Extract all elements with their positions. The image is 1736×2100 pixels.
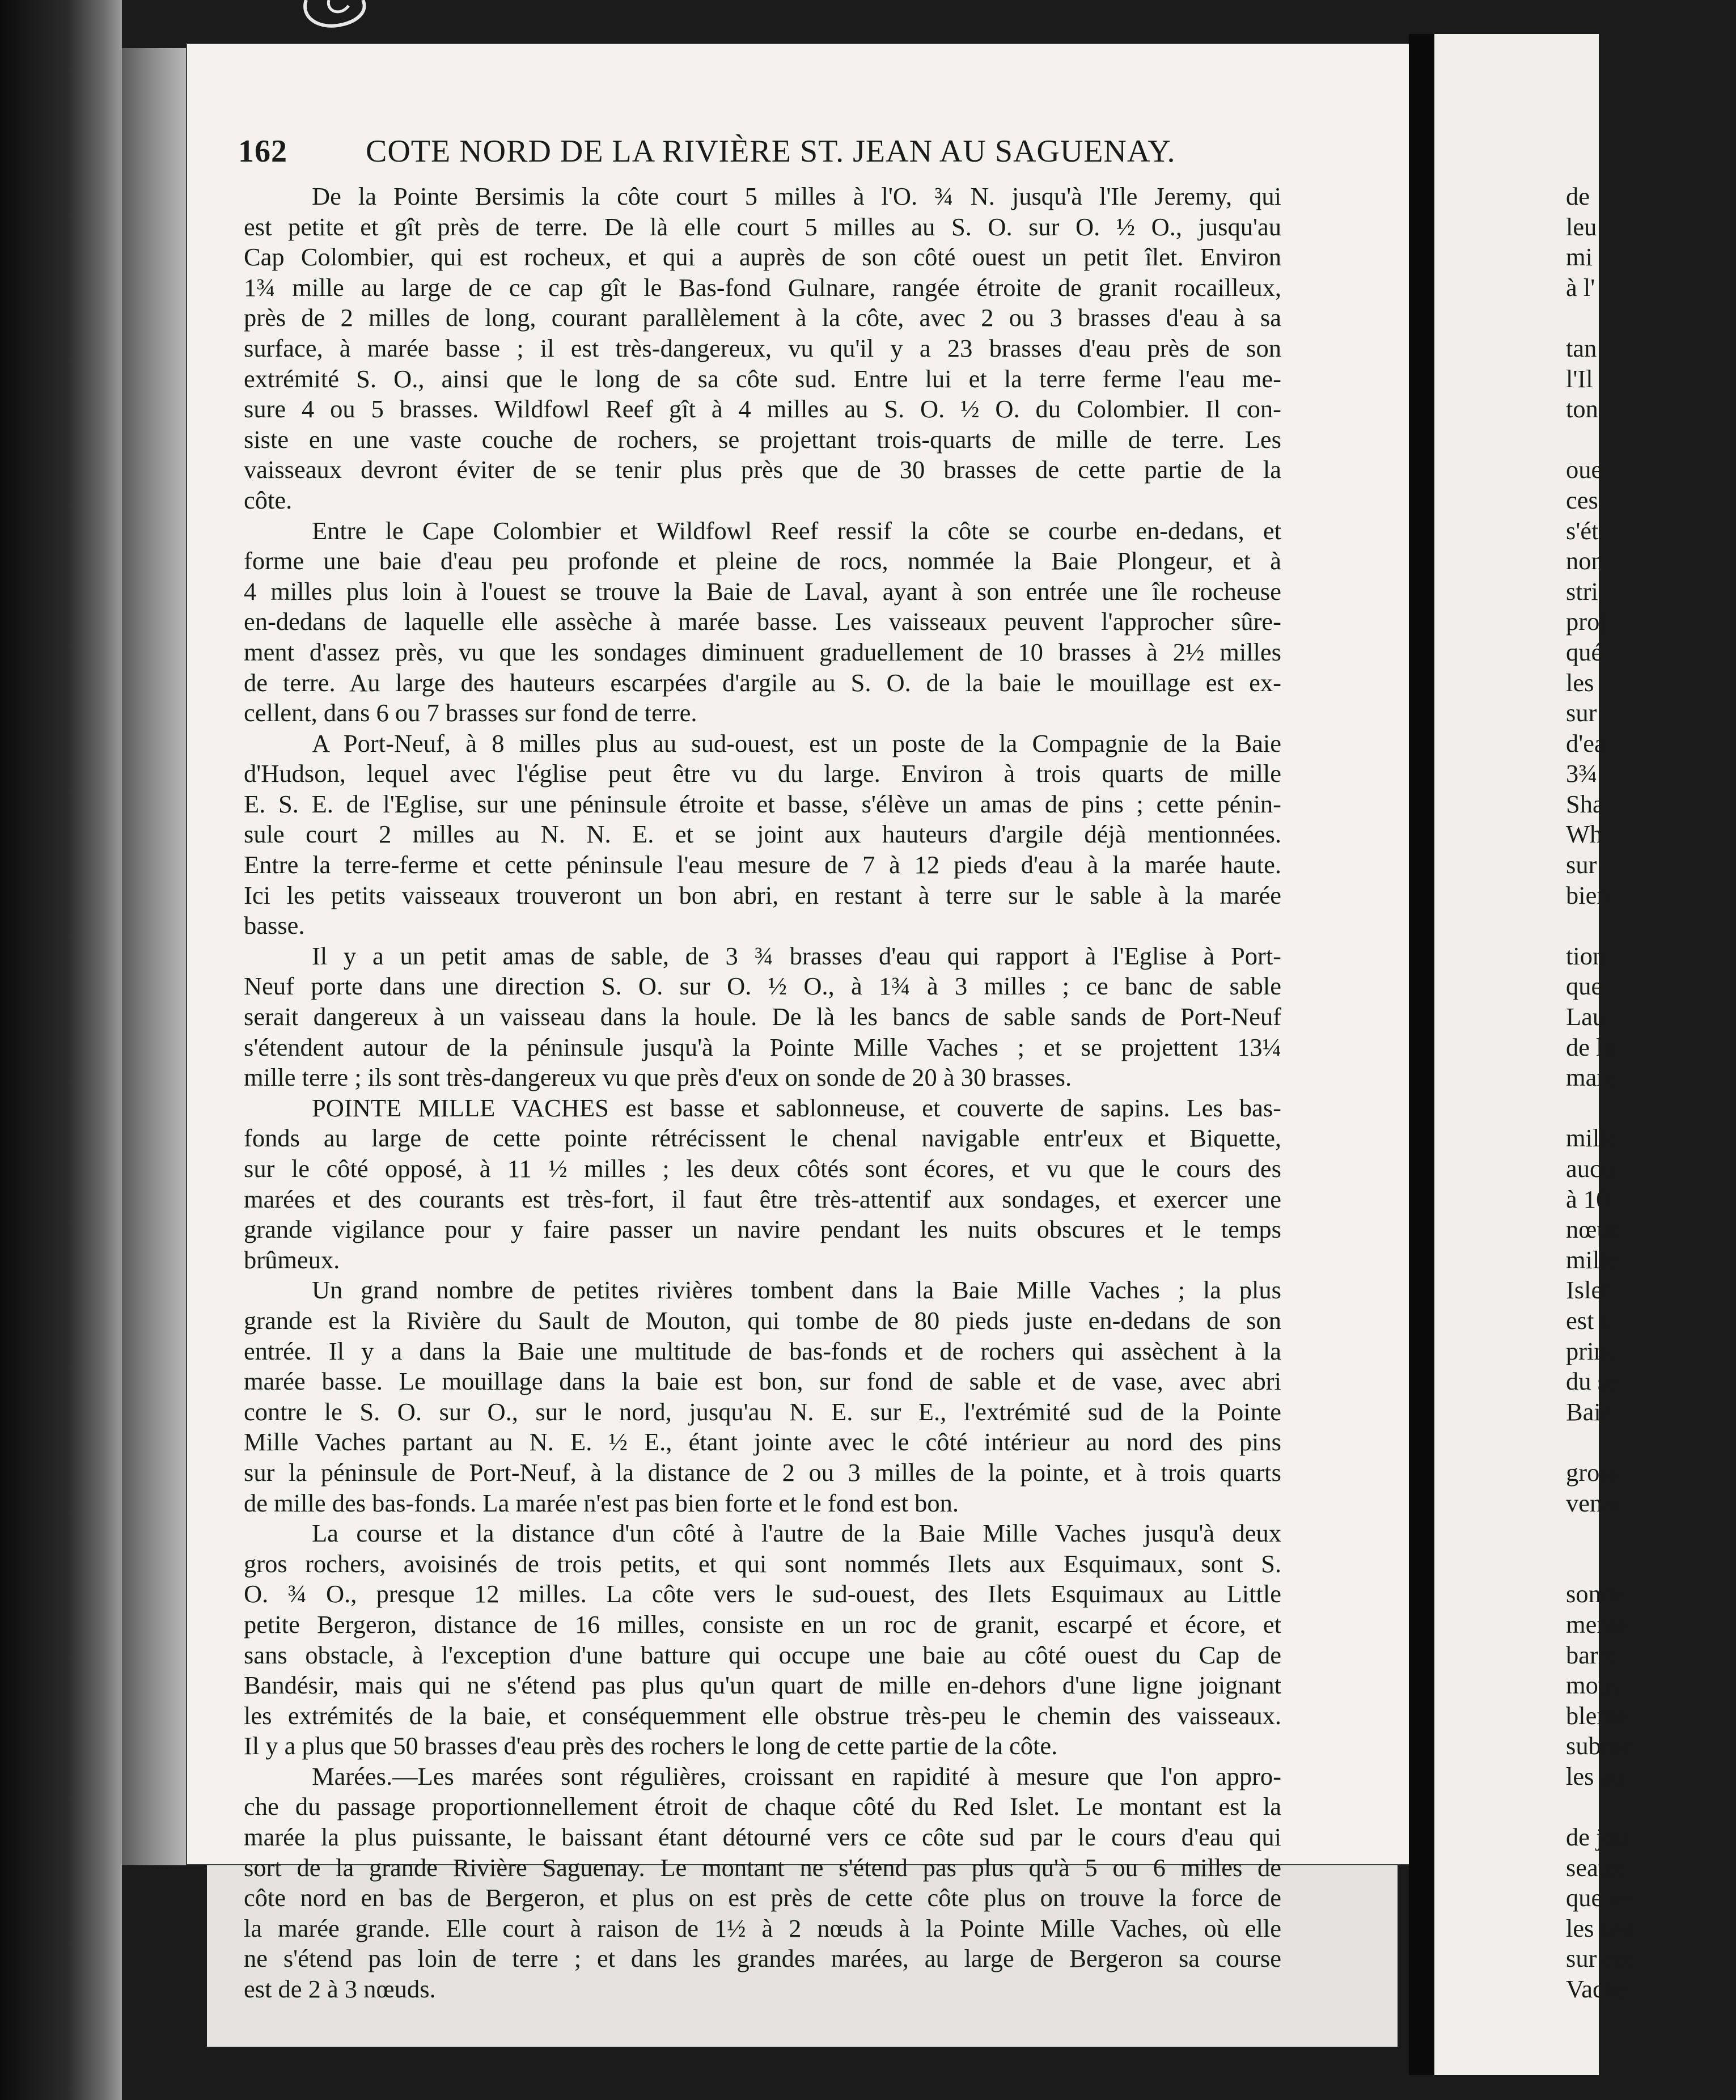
facing-page-fragment: ton [1566,395,1598,424]
facing-page-fragment [1566,303,1736,333]
text-line: gros rochers, avoisinés de trois petits, et qui sont nommés Ilets aux Esquimaux, sont S. [244,1549,1281,1578]
text-line: 4 milles plus loin à l'ouest se trouve la Baie de Laval, ayant à son entrée une île rocheuse [244,577,1281,606]
text-line: marée basse. Le mouillage dans la baie est bon, sur fond de sable et de vase, avec abri [244,1367,1281,1396]
text-line: extrémité S. O., ainsi que le long de sa côte sud. Entre lui et la terre ferme l'eau me- [244,364,1281,393]
text-line: serait dangereux à un vaisseau dans la houle. De là les bancs de sable sands de Port-Neuf [244,1002,1281,1031]
text-line: De la Pointe Bersimis la côte court 5 milles à l'O. ¾ N. jusqu'à l'Ile Jeremy, qui [312,182,1281,210]
text-line: marées et des courants est très-fort, il faut être très-attentif aux sondages, et exercer une [244,1184,1281,1213]
text-line: côte nord en bas de Bergeron, et plus on est près de cette côte plus on trouve la force de [244,1883,1281,1912]
facing-page-fragment: que ve [1566,1883,1633,1912]
facing-page-fragment: Wh [1566,820,1603,849]
facing-page-fragment: s'ét [1566,516,1599,545]
paragraph [244,516,1281,729]
facing-page-fragment: l'Il [1566,364,1593,393]
facing-page-fragment: à l' [1566,273,1595,302]
facing-page-fragment: oue [1566,455,1603,484]
page-header [238,132,1191,171]
text-line: les extrémités de la baie, et conséquemment elle obstrue très-peu le chemin des vaisseaux. [244,1701,1281,1730]
paragraph [244,1762,1281,2005]
facing-page-fragment [1566,1549,1736,1580]
text-line: fonds au large de cette pointe rétrécissent le chenal navigable entr'eux et Biquette, [244,1124,1281,1153]
text-line: est petite et gît près de terre. De là elle court 5 milles au S. O. sur O. ½ O., jusqu'au [244,212,1281,241]
facing-page-fragment: Lau [1566,1002,1606,1031]
text-line: A Port-Neuf, à 8 milles plus au sud-ouest, est un poste de la Compagnie de la Baie [312,729,1281,757]
text-line: 1¾ mille au large de ce cap gît le Bas-fond Gulnare, rangée étroite de granit rocailleux, [244,273,1281,302]
facing-page-fragment: tan [1566,333,1597,362]
facing-page-fragment [1566,1093,1736,1124]
text-line: Cap Colombier, qui est rocheux, et qui a auprès de son côté ouest un petit îlet. Environ [244,243,1281,272]
paragraph [244,941,1281,1093]
text-line: brûmeux. [244,1245,340,1274]
facing-page-fragment [1566,1518,1736,1549]
paragraph [244,729,1281,941]
text-line: Marées.—Les marées sont régulières, croissant en rapidité à mesure que l'on appro- [312,1762,1281,1790]
text-line: contre le S. O. sur O., sur le nord, jusqu'au N. E. sur E., l'extrémité sud de la Pointe [244,1397,1281,1426]
text-line: cellent, dans 6 ou 7 brasses sur fond de terre. [244,698,697,727]
facing-page-fragment [1566,425,1736,455]
text-line: est de 2 à 3 nœuds. [244,1975,436,2004]
text-line: Bandésir, mais qui ne s'étend pas plus qu'un quart de mille en-dehors d'une ligne joignant [244,1671,1281,1700]
facing-page-fragment: mi [1566,243,1593,272]
facing-page-fragment: que [1566,972,1603,1001]
facing-page-fragment [1566,1792,1736,1822]
facing-page-fragment: proj [1566,607,1607,636]
text-line: marée la plus puissante, le baissant étant détourné vers ce côte sud par le cours d'eau qui [244,1823,1281,1852]
facing-page-fragment: de jou [1566,1823,1628,1852]
text-line: Mille Vaches partant au N. E. ½ E., étant jointe avec le côté intérieur au nord des pins [244,1428,1281,1457]
paragraph [244,1518,1281,1762]
text-line: la marée grande. Elle court à raison de 1½ à 2 nœuds à la Pointe Mille Vaches, où elle [244,1913,1281,1942]
text-line: forme une baie d'eau peu profonde et pleine de rocs, nommée la Baie Plongeur, et à [244,547,1281,575]
book-gutter [1409,34,1434,2075]
running-title: COTE NORD DE LA RIVIÈRE ST. JEAN AU SAGUENAY. [366,134,1176,169]
text-line: vaisseaux devront éviter de se tenir plus près que de 30 brasses de cette partie de la [244,455,1281,484]
facing-page-fragment: mille [1566,1245,1618,1274]
text-line: che du passage proportionnellement étroit de chaque côté du Red Islet. Le montant est la [244,1792,1281,1821]
text-line: Un grand nombre de petites rivières tombent dans la Baie Mille Vaches ; la plus [312,1276,1281,1305]
paragraph [244,181,1281,516]
text-line: sule court 2 milles au N. N. E. et se joint aux hauteurs d'argile déjà mentionnées. [244,820,1281,849]
facing-page-fragment: venar [1566,1488,1622,1517]
facing-page-fragment: est s [1566,1306,1610,1335]
facing-page-fragment: stri [1566,577,1598,606]
page-number: 162 [238,134,287,169]
facing-page-fragment: tion [1566,941,1606,970]
facing-page-fragment: bien [1566,880,1610,909]
text-line: basse. [244,911,305,940]
text-line: surface, à marée basse ; il est très-dangereux, vu qu'il y a 23 brasses d'eau près de son [244,333,1281,362]
text-line: petite Bergeron, distance de 16 milles, consiste en un roc de granit, escarpé et écore, et [244,1610,1281,1638]
text-line: près de 2 milles de long, courant parallèlement à la côte, avec 2 ou 3 brasses d'eau à sa [244,303,1281,332]
facing-page-fragment: mente [1566,1610,1628,1638]
text-line: de terre. Au large des hauteurs escarpées d'argile au S. O. de la baie le mouillage est ex- [244,668,1281,697]
facing-page-fragment: mille [1566,1124,1618,1153]
text-line: Ici les petits vaisseaux trouveront un bon abri, en restant à terre sur le sable à la marée [244,880,1281,909]
text-line: siste en une vaste couche de rochers, se projettant trois-quarts de mille de terre. Les [244,425,1281,454]
facing-page-fragment: bleme [1566,1701,1628,1730]
text-line: sure 4 ou 5 brasses. Wildfowl Reef gît à 4 milles au S. O. ½ O. du Colombier. Il con- [244,395,1281,424]
text-line: Il y a un petit amas de sable, de 3 ¾ brasses d'eau qui rapport à l'Eglise à Port- [312,941,1281,970]
text-line: O. ¾ O., presque 12 milles. La côte vers le sud-ouest, des Ilets Esquimaux au Little [244,1580,1281,1608]
facing-page-fragment: les au [1566,1762,1624,1790]
scan-shadow-left [0,0,122,2100]
facing-page-fragment: non [1566,547,1604,575]
stamp-mark-icon [295,0,380,40]
text-line: entrée. Il y a dans la Baie une multitude de bas-fonds et de rochers qui assèchent à la [244,1336,1281,1365]
facing-page-fragment: ces [1566,485,1598,514]
paragraph [244,1093,1281,1276]
facing-page-fragment: 3¾ [1566,759,1598,788]
text-line: E. S. E. de l'Eglise, sur une péninsule étroite et basse, s'élève un amas de pins ; cette pénin- [244,789,1281,818]
facing-page-fragment: mous [1566,1671,1621,1700]
facing-page-fragment: sur cet [1566,1944,1633,1973]
facing-page-fragment: mare [1566,1063,1616,1092]
facing-page-fragment [1566,911,1736,941]
facing-page-fragment: les [1566,668,1594,697]
text-line: Entre le Cape Colombier et Wildfowl Reef ressif la côte se courbe en-dedans, et [312,516,1281,545]
text-line: sur le côté opposé, à 11 ½ milles ; les deux côtés sont écores, et vu que le cours des [244,1154,1281,1183]
facing-page-fragment: de [1566,182,1590,210]
facing-page-fragment: sur [1566,850,1597,879]
facing-page-fragment: de la [1566,1032,1615,1061]
text-line: ment d'assez près, vu que les sondages diminuent graduellement de 10 brasses à 2½ milles [244,637,1281,666]
facing-page-fragment: seaux [1566,1853,1624,1882]
facing-page-fragment [1566,1427,1736,1458]
text-line: sur la péninsule de Port-Neuf, à la distance de 2 ou 3 milles de la pointe, et à trois quarts [244,1458,1281,1487]
facing-page-fragment: qué [1566,637,1603,666]
facing-page-fragment: sonde [1566,1580,1625,1608]
text-line: Entre la terre-ferme et cette péninsule l'eau mesure de 7 à 12 pieds d'eau à la marée haute. [244,850,1281,879]
facing-page-fragment: sur [1566,698,1597,727]
text-line: Neuf porte dans une direction S. O. sur O. ½ O., à 1¾ à 3 milles ; ce banc de sable [244,972,1281,1001]
text-line: grande vigilance pour y faire passer un navire pendant les nuits obscures et le temps [244,1215,1281,1244]
text-line: Il y a plus que 50 brasses d'eau près des rochers le long de cette partie de la côte. [244,1731,1058,1760]
facing-page-fragment: barre [1566,1640,1618,1669]
facing-page-fragment: aucu [1566,1154,1614,1183]
facing-page-fragment: à 10 [1566,1184,1609,1213]
text-line: sort de la grande Rivière Saguenay. Le montant ne s'étend pas plus qu'à 5 ou 6 milles de [244,1853,1281,1882]
text-line: POINTE MILLE VACHES est basse et sablonneuse, et couverte de sapins. Les bas- [312,1093,1281,1122]
text-line: mille terre ; ils sont très-dangereux vu que près d'eux on sonde de 20 à 30 brasses. [244,1063,1072,1092]
paragraph [244,1275,1281,1518]
text-line: d'Hudson, lequel avec l'église peut être vu du large. Environ à trois quarts de mille [244,759,1281,788]
facing-page-fragment: Islet [1566,1276,1610,1305]
facing-page-text [1566,181,1736,2005]
text-line: côte. [244,485,293,514]
text-line: grande est la Rivière du Sault de Mouton, qui tombe de 80 pieds juste en-dedans de son [244,1306,1281,1335]
facing-page-fragment: Vache [1566,1975,1628,2004]
body-text [244,181,1281,2005]
book-page-edge [122,48,190,1865]
facing-page-fragment: du se [1566,1367,1619,1396]
facing-page-fragment: subme [1566,1731,1632,1760]
text-line: s'étendent autour de la péninsule jusqu'à la Pointe Mille Vaches ; et se projettent 13¼ [244,1032,1281,1061]
text-line: sans obstacle, à l'exception d'une batture qui occupe une baie au côté ouest du Cap de [244,1640,1281,1669]
facing-page-fragment: nœuc [1566,1215,1621,1244]
text-line: en-dedans de laquelle elle assèche à marée basse. Les vaisseaux peuvent l'approcher sûre- [244,607,1281,636]
facing-page-fragment: princ [1566,1336,1618,1365]
facing-page-fragment: les seu [1566,1913,1634,1942]
text-line: ne s'étend pas loin de terre ; et dans les grandes marées, au large de Bergeron sa course [244,1944,1281,1973]
text-line: de mille des bas-fonds. La marée n'est pas bien forte et le fond est bon. [244,1488,959,1517]
facing-page-fragment: d'ea [1566,729,1606,757]
facing-page-fragment: Sha [1566,789,1604,818]
text-line: La course et la distance d'un côté à l'autre de la Baie Mille Vaches jusqu'à deux [312,1519,1281,1548]
facing-page-fragment: gross [1566,1458,1619,1487]
facing-page-fragment: leu [1566,212,1597,241]
facing-page-fragment: Baie [1566,1397,1612,1426]
